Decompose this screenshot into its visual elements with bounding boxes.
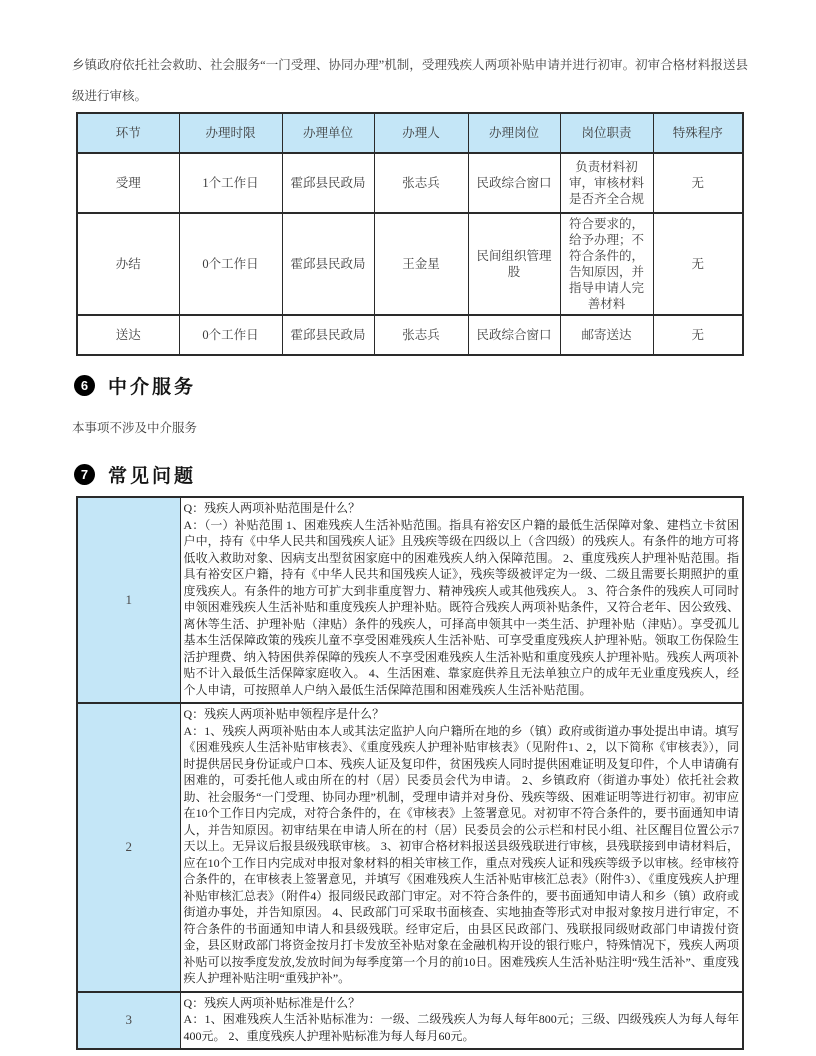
process-cell: 民政综合窗口 [468, 315, 560, 355]
process-row [77, 213, 743, 315]
process-cell: 1个工作日 [179, 153, 282, 213]
process-cell: 霍邱县民政局 [282, 153, 374, 213]
faq-answer: A：（一）补贴范围 1、困难残疾人生活补贴范围。指具有裕安区户籍的最低生活保障对象、建档立卡贫困户中，持有《中华人民共和国残疾人证》且残疾等级在四级以上（含四级）的残疾人。有条件的地方可将低收入救助对象、因病支出型贫困家庭中的困难残疾人纳入保障范围。 2、重度残疾人护理补贴范围。指具有裕安区户籍，持有《中华人民共和国残疾人证》，残疾等级被评定为一级、二级且需要长期照护的重度残疾人。有条件的地方可扩大到非重度智力、精神残疾人或其他残疾人。 3、符合条件的残疾人可同时申领困难残疾人生活补贴和重度残疾人护理补贴。既符合残疾人两项补贴条件，又符合老年、因公致残、离休等生活、护理补贴（津贴）条件的残疾人，可择高申领其中一类生活、护理补贴（津贴）。享受孤儿基本生活保障政策的残疾儿童不享受困难残疾人生活补贴、可享受重度残疾人护理补贴。领取工伤保险生活护理费、纳入特困供养保障的残疾人不享受困难残疾人生活补贴和重度残疾人护理补贴。残疾人两项补贴不计入最低生活保障家庭收入。 4、生活困难、靠家庭供养且无法单独立户的成年无业重度残疾人，经个人申请，可按照单人户纳入最低生活保障范围和困难残疾人生活补贴范围。 [183, 517, 739, 697]
faq-table [76, 496, 744, 1050]
faq-number-cell: 2 [77, 703, 180, 992]
process-cell: 办结 [77, 213, 179, 315]
process-column-header: 特殊程序 [653, 113, 743, 153]
section-title-faq: 常见问题 [108, 465, 197, 487]
intermediary-services-note: 本事项不涉及中介服务 [72, 421, 198, 435]
process-cell: 王金星 [374, 213, 468, 315]
process-column-header: 办理单位 [282, 113, 374, 153]
process-cell: 符合要求的，给予办理；不符合条件的，告知原因，并指导申请人完善材料 [560, 213, 653, 315]
process-column-header: 环节 [77, 113, 179, 153]
process-cell: 霍邱县民政局 [282, 315, 374, 355]
process-cell: 霍邱县民政局 [282, 213, 374, 315]
process-cell: 无 [653, 153, 743, 213]
intro-paragraph: 乡镇政府依托社会救助、社会服务“一门受理、协同办理”机制，受理残疾人两项补贴申请并进行初审。初审合格材料报送县级进行审核。 [72, 58, 748, 103]
process-cell: 无 [653, 213, 743, 315]
process-cell: 送达 [77, 315, 179, 355]
faq-content-cell [180, 992, 743, 1050]
process-column-header: 办理岗位 [468, 113, 560, 153]
process-cell: 民间组织管理股 [468, 213, 560, 315]
process-row [77, 315, 743, 355]
section-heading-faq [74, 462, 746, 486]
faq-row [77, 703, 743, 992]
section-title-intermediary-services: 中介服务 [108, 376, 197, 398]
faq-number-cell: 3 [77, 992, 180, 1050]
process-cell: 受理 [77, 153, 179, 213]
faq-content-cell [180, 497, 743, 703]
faq-answer: A：1、困难残疾人生活补贴标准为：一级、二级残疾人为每人每年800元；三级、四级残疾人为每人每年400元。 2、重度残疾人护理补贴标准为每人每月60元。 [183, 1012, 739, 1043]
process-cell: 无 [653, 315, 743, 355]
faq-question: Q：残疾人两项补贴范围是什么？ [183, 501, 361, 515]
process-cell: 负责材料初审，审核材料是否齐全合规 [560, 153, 653, 213]
process-cell: 民政综合窗口 [468, 153, 560, 213]
section-heading-intermediary-services [74, 373, 746, 397]
faq-row [77, 992, 743, 1050]
process-cell: 邮寄送达 [560, 315, 653, 355]
faq-number-cell: 1 [77, 497, 180, 703]
section-number-6-icon: 6 [74, 375, 95, 396]
process-column-header: 办理时限 [179, 113, 282, 153]
process-table [76, 112, 744, 356]
faq-question: Q：残疾人两项补贴申领程序是什么？ [183, 707, 385, 721]
faq-question: Q：残疾人两项补贴标准是什么？ [183, 995, 361, 1010]
process-row [77, 153, 743, 213]
faq-content-cell [180, 703, 743, 992]
process-column-header: 办理人 [374, 113, 468, 153]
process-table-header-row [77, 113, 743, 153]
process-cell: 张志兵 [374, 315, 468, 355]
faq-answer: A：1、残疾人两项补贴由本人或其法定监护人向户籍所在地的乡（镇）政府或街道办事处提出申请。填写《困难残疾人生活补贴审核表》、《重度残疾人护理补贴审核表》（见附件1、2，以下简称《审核表》），同时提供居民身份证或户口本、残疾人证及复印件，贫困残疾人同时提供困难证明及复印件，个人申请确有困难的，可委托他人或由所在的村（居）民委员会代为申请。 2、乡镇政府（街道办事处）依托社会救助、社会服务“一门受理、协同办理”机制，受理申请并对身份、残疾等级、困难证明等进行初审。初审应在10个工作日内完成，对符合条件的，在《审核表》上签署意见。对初审不符合条件的，要书面通知申请人，并告知原因。初审结果在申请人所在的村（居）民委员会的公示栏和村民小组、社区醒目位置公示7天以上。无异议后报县级残联审核。 3、初审合格材料报送县级残联进行审核，县残联接到申请材料后，应在10个工作日内完成对申报对象材料的相关审核工作，重点对残疾人证和残疾等级予以审核。经审核符合条件的，在审核表上签署意见，并填写《困难残疾人生活补贴审核汇总表》（附件3）、《重度残疾人护理补贴审核汇总表》（附件4）报同级民政部门审定。对不符合条件的，要书面通知申请人和乡（镇）政府或街道办事处，并告知原因。 4、民政部门可采取书面核查、实地抽查等形式对申报对象按月进行审定，不符合条件的书面通知申请人和县级残联。经审定后，由县区民政部门、残联报同级财政部门申请拨付资金，县区财政部门将资金按月打卡发放至补贴对象在金融机构开设的银行账户，特殊情况下，残疾人两项补贴可以按季度发放,发放时间为每季度第一个月的前10日。困难残疾人生活补贴注明“残生活补”、重度残疾人护理补贴注明“重残护补”。 [183, 723, 739, 985]
process-cell: 张志兵 [374, 153, 468, 213]
process-cell: 0个工作日 [179, 315, 282, 355]
process-cell: 0个工作日 [179, 213, 282, 315]
faq-row [77, 497, 743, 703]
process-column-header: 岗位职责 [560, 113, 653, 153]
section-number-7-icon: 7 [74, 464, 95, 485]
